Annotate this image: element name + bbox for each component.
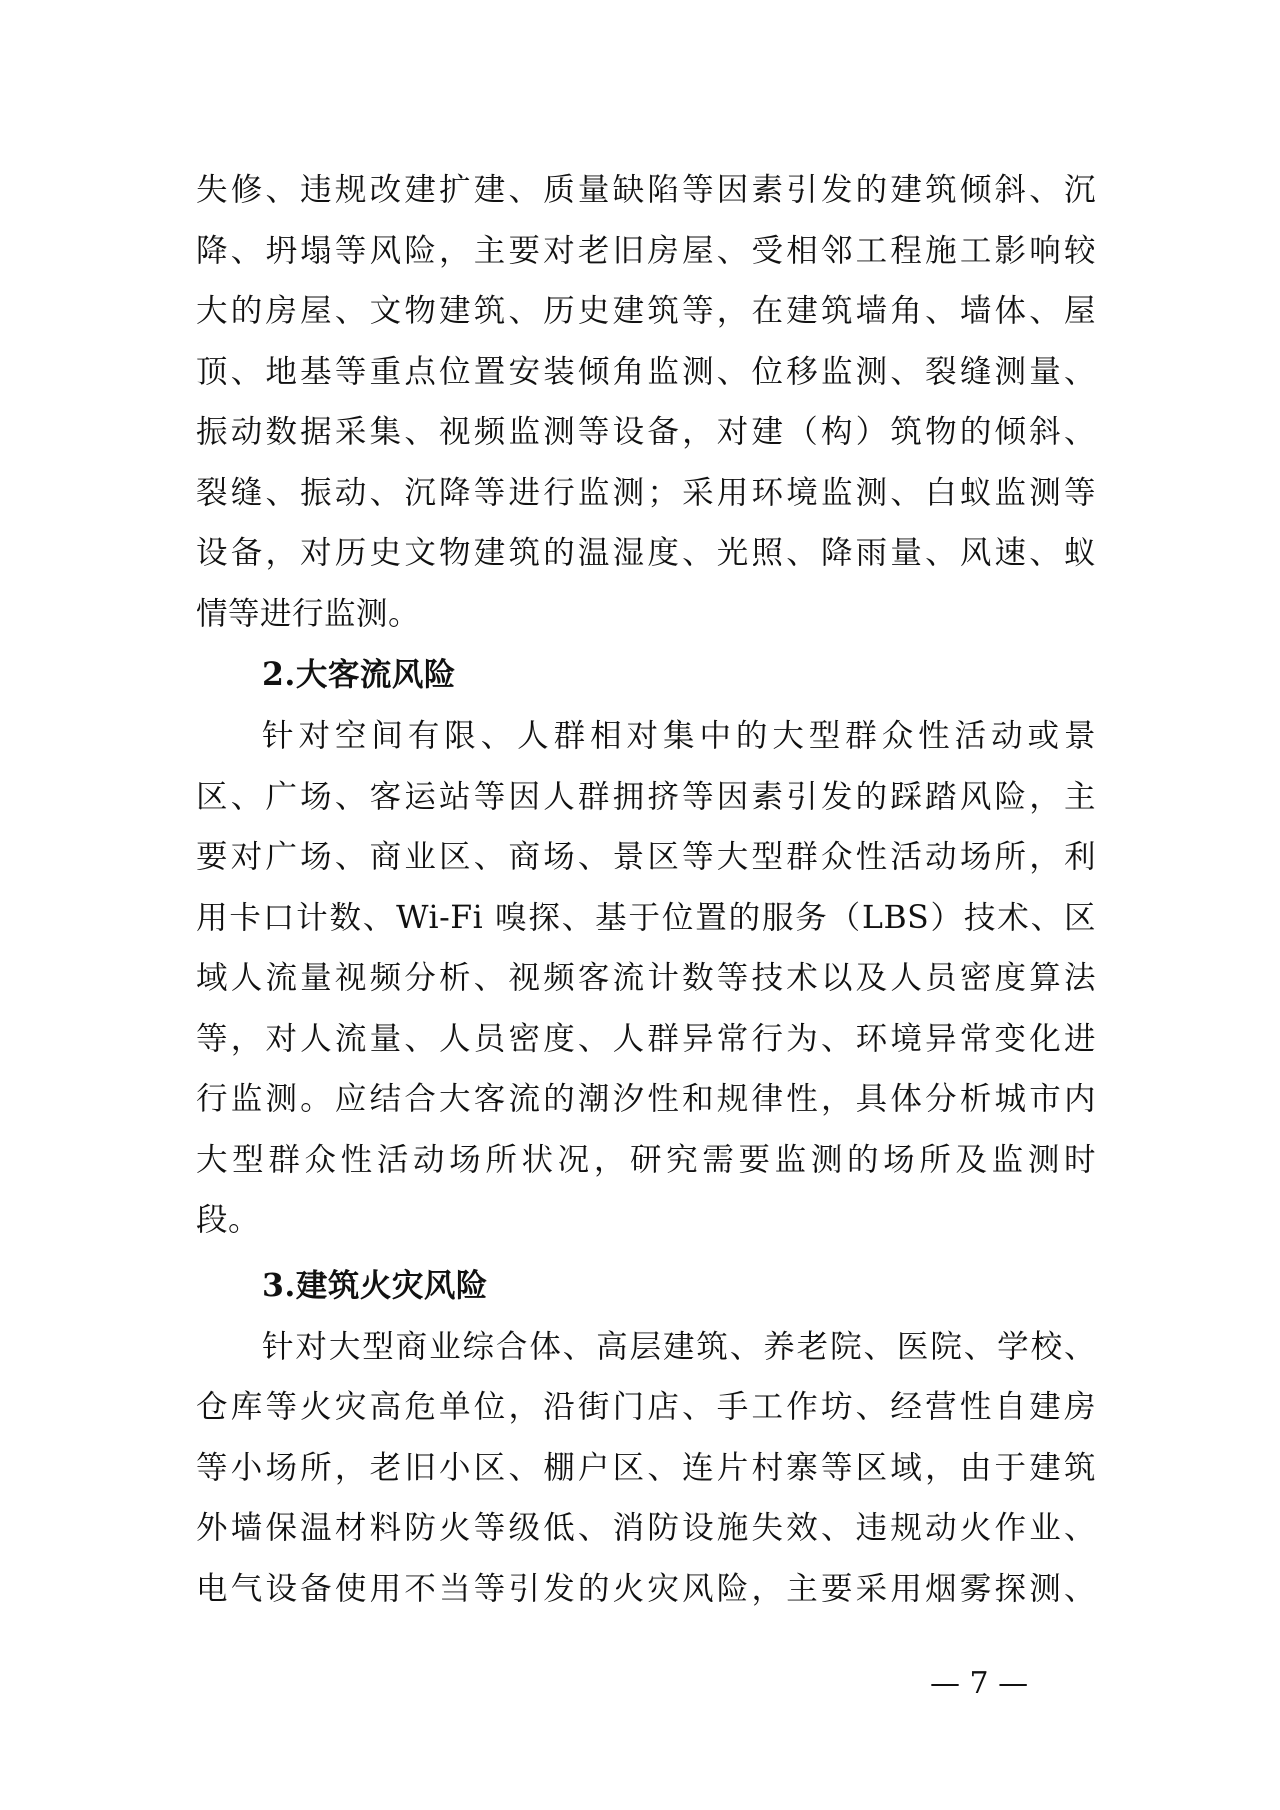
page-number: — 7 — — [930, 1666, 1029, 1701]
document-body — [196, 160, 1096, 1619]
text-line: 域人流量视频分析、视频客流计数等技术以及人员密度算法 — [196, 960, 1096, 996]
text-line: 电气设备使用不当等引发的火灾风险，主要采用烟雾探测、 — [196, 1570, 1096, 1607]
text-line: 针对空间有限、人群相对集中的大型群众性活动或景 — [262, 718, 1096, 754]
text-line: 仓库等火灾高危单位，沿街门店、手工作坊、经营性自建房 — [196, 1389, 1096, 1425]
text-line: 等小场所，老旧小区、棚户区、连片村寨等区域，由于建筑 — [196, 1449, 1096, 1486]
text-line: 段。 — [196, 1202, 261, 1238]
text-line: 情等进行监测。 — [196, 595, 421, 632]
section-heading-fire-risk: 3.建筑火灾风险 — [262, 1266, 488, 1304]
text-line: 大的房屋、文物建筑、历史建筑等，在建筑墙角、墙体、屋 — [196, 293, 1096, 329]
text-line: 设备，对历史文物建筑的温湿度、光照、降雨量、风速、蚁 — [196, 535, 1096, 571]
paragraph-building-risk — [196, 160, 1096, 644]
text-line: 行监测。应结合大客流的潮汐性和规律性，具体分析城市内 — [196, 1081, 1096, 1117]
text-line: 用卡口计数、Wi-Fi 嗅探、基于位置的服务（LBS）技术、区 — [196, 899, 1096, 936]
section-heading-crowd-risk: 2.大客流风险 — [262, 656, 456, 693]
text-line: 针对大型商业综合体、高层建筑、养老院、医院、学校、 — [262, 1328, 1096, 1365]
text-line: 区、广场、客运站等因人群拥挤等因素引发的踩踏风险，主 — [196, 778, 1096, 815]
text-line: 振动数据采集、视频监测等设备，对建（构）筑物的倾斜、 — [196, 414, 1096, 450]
paragraph-fire-risk — [196, 1317, 1096, 1620]
text-line: 顶、地基等重点位置安装倾角监测、位移监测、裂缝测量、 — [196, 353, 1096, 390]
text-line: 要对广场、商业区、商场、景区等大型群众性活动场所，利 — [196, 839, 1096, 875]
text-line: 大型群众性活动场所状况，研究需要监测的场所及监测时 — [196, 1141, 1096, 1178]
text-line: 失修、违规改建扩建、质量缺陷等因素引发的建筑倾斜、沉 — [196, 172, 1096, 208]
text-line: 裂缝、振动、沉降等进行监测；采用环境监测、白蚁监测等 — [196, 474, 1096, 511]
text-line: 等，对人流量、人员密度、人群异常行为、环境异常变化进 — [196, 1020, 1096, 1057]
paragraph-crowd-risk — [196, 706, 1096, 1251]
text-line: 外墙保温材料防火等级低、消防设施失效、违规动火作业、 — [196, 1510, 1096, 1546]
text-line: 降、坍塌等风险，主要对老旧房屋、受相邻工程施工影响较 — [196, 232, 1096, 269]
